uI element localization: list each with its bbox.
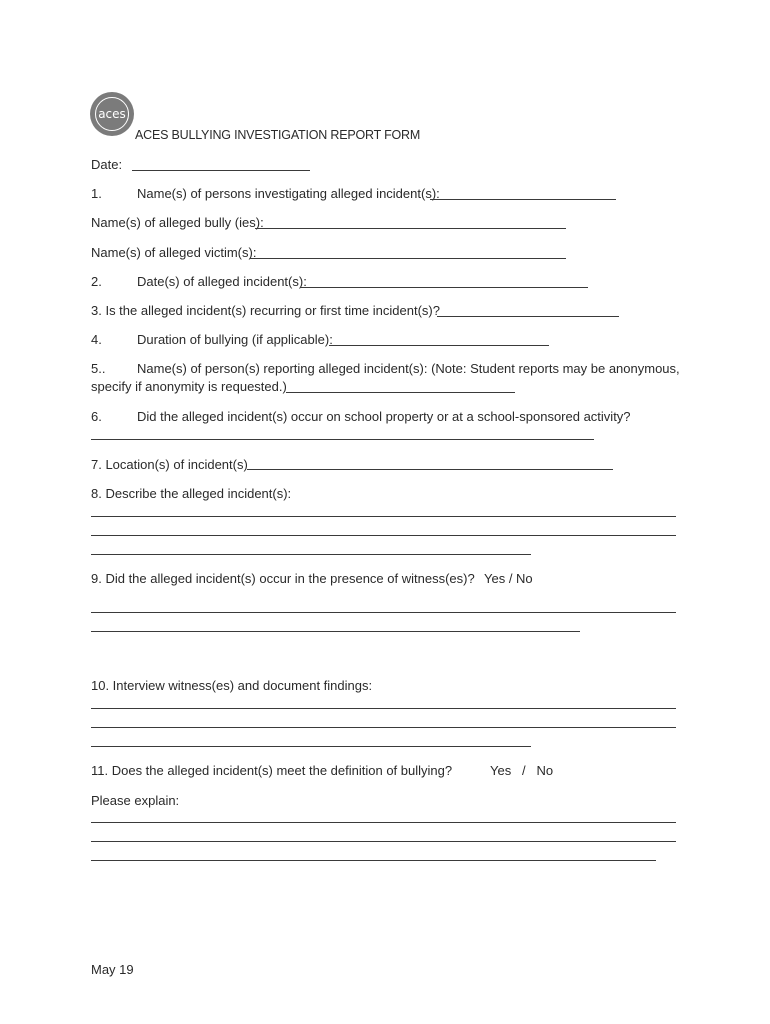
- explain-field-line-3[interactable]: [91, 860, 656, 861]
- bully-field[interactable]: [255, 228, 566, 229]
- q6-label: [91, 409, 631, 424]
- victim-label: Name(s) of alleged victim(s):: [91, 245, 257, 260]
- q2-label: [91, 274, 307, 289]
- date-label: Date:: [91, 157, 123, 172]
- q2-text: Date(s) of alleged incident(s):: [137, 274, 307, 289]
- q10-label: 10. Interview witness(es) and document findings:: [91, 678, 373, 693]
- aces-logo: [90, 92, 134, 136]
- q5-continued: specify if anonymity is requested.): [91, 379, 287, 394]
- q10-field-line-3[interactable]: [91, 746, 531, 747]
- explain-field-line-2[interactable]: [91, 841, 676, 842]
- q8-field-line-2[interactable]: [91, 535, 676, 536]
- q5-text: Name(s) of person(s) reporting alleged incident(s): (Note: Student reports may be anonymous,: [137, 361, 680, 376]
- aces-logo-text: aces: [95, 97, 129, 131]
- victim-field[interactable]: [250, 258, 566, 259]
- q1-field[interactable]: [430, 199, 616, 200]
- q8-label: 8. Describe the alleged incident(s):: [91, 486, 292, 501]
- q6-number: 6.: [91, 409, 102, 424]
- q11-label: 11. Does the alleged incident(s) meet the definition of bullying?: [91, 763, 453, 778]
- q4-label: [91, 332, 333, 347]
- q9-field-line-2[interactable]: [91, 631, 580, 632]
- q8-field-line-1[interactable]: [91, 516, 676, 517]
- q5-field[interactable]: [286, 392, 515, 393]
- footer-date: May 19: [91, 962, 134, 977]
- q4-field[interactable]: [329, 345, 549, 346]
- q10-field-line-2[interactable]: [91, 727, 676, 728]
- q4-text: Duration of bullying (if applicable):: [137, 332, 333, 347]
- q7-label: 7. Location(s) of incident(s): [91, 457, 248, 472]
- q6-field[interactable]: [91, 439, 594, 440]
- q1-text: Name(s) of persons investigating alleged incident(s):: [137, 186, 440, 201]
- q1-number: 1.: [91, 186, 102, 201]
- date-field[interactable]: [132, 170, 310, 171]
- q8-field-line-3[interactable]: [91, 554, 531, 555]
- q1-label: [91, 186, 440, 201]
- q2-field[interactable]: [300, 287, 588, 288]
- form-title: ACES BULLYING INVESTIGATION REPORT FORM: [135, 128, 421, 142]
- q10-field-line-1[interactable]: [91, 708, 676, 709]
- q11-options[interactable]: Yes / No: [490, 763, 554, 778]
- explain-field-line-1[interactable]: [91, 822, 676, 823]
- q9-options[interactable]: Yes / No: [484, 571, 533, 586]
- q2-number: 2.: [91, 274, 102, 289]
- q5-label: [91, 361, 680, 376]
- q3-label: 3. Is the alleged incident(s) recurring or first time incident(s)?: [91, 303, 440, 318]
- bully-label: Name(s) of alleged bully (ies):: [91, 215, 264, 230]
- q9-field-line-1[interactable]: [91, 612, 676, 613]
- explain-label: Please explain:: [91, 793, 180, 808]
- q4-number: 4.: [91, 332, 102, 347]
- q6-text: Did the alleged incident(s) occur on school property or at a school-sponsored activity?: [137, 409, 631, 424]
- q9-label: 9. Did the alleged incident(s) occur in the presence of witness(es)?: [91, 571, 475, 586]
- q5-number: 5..: [91, 361, 106, 376]
- q3-field[interactable]: [437, 316, 619, 317]
- q7-field[interactable]: [247, 469, 613, 470]
